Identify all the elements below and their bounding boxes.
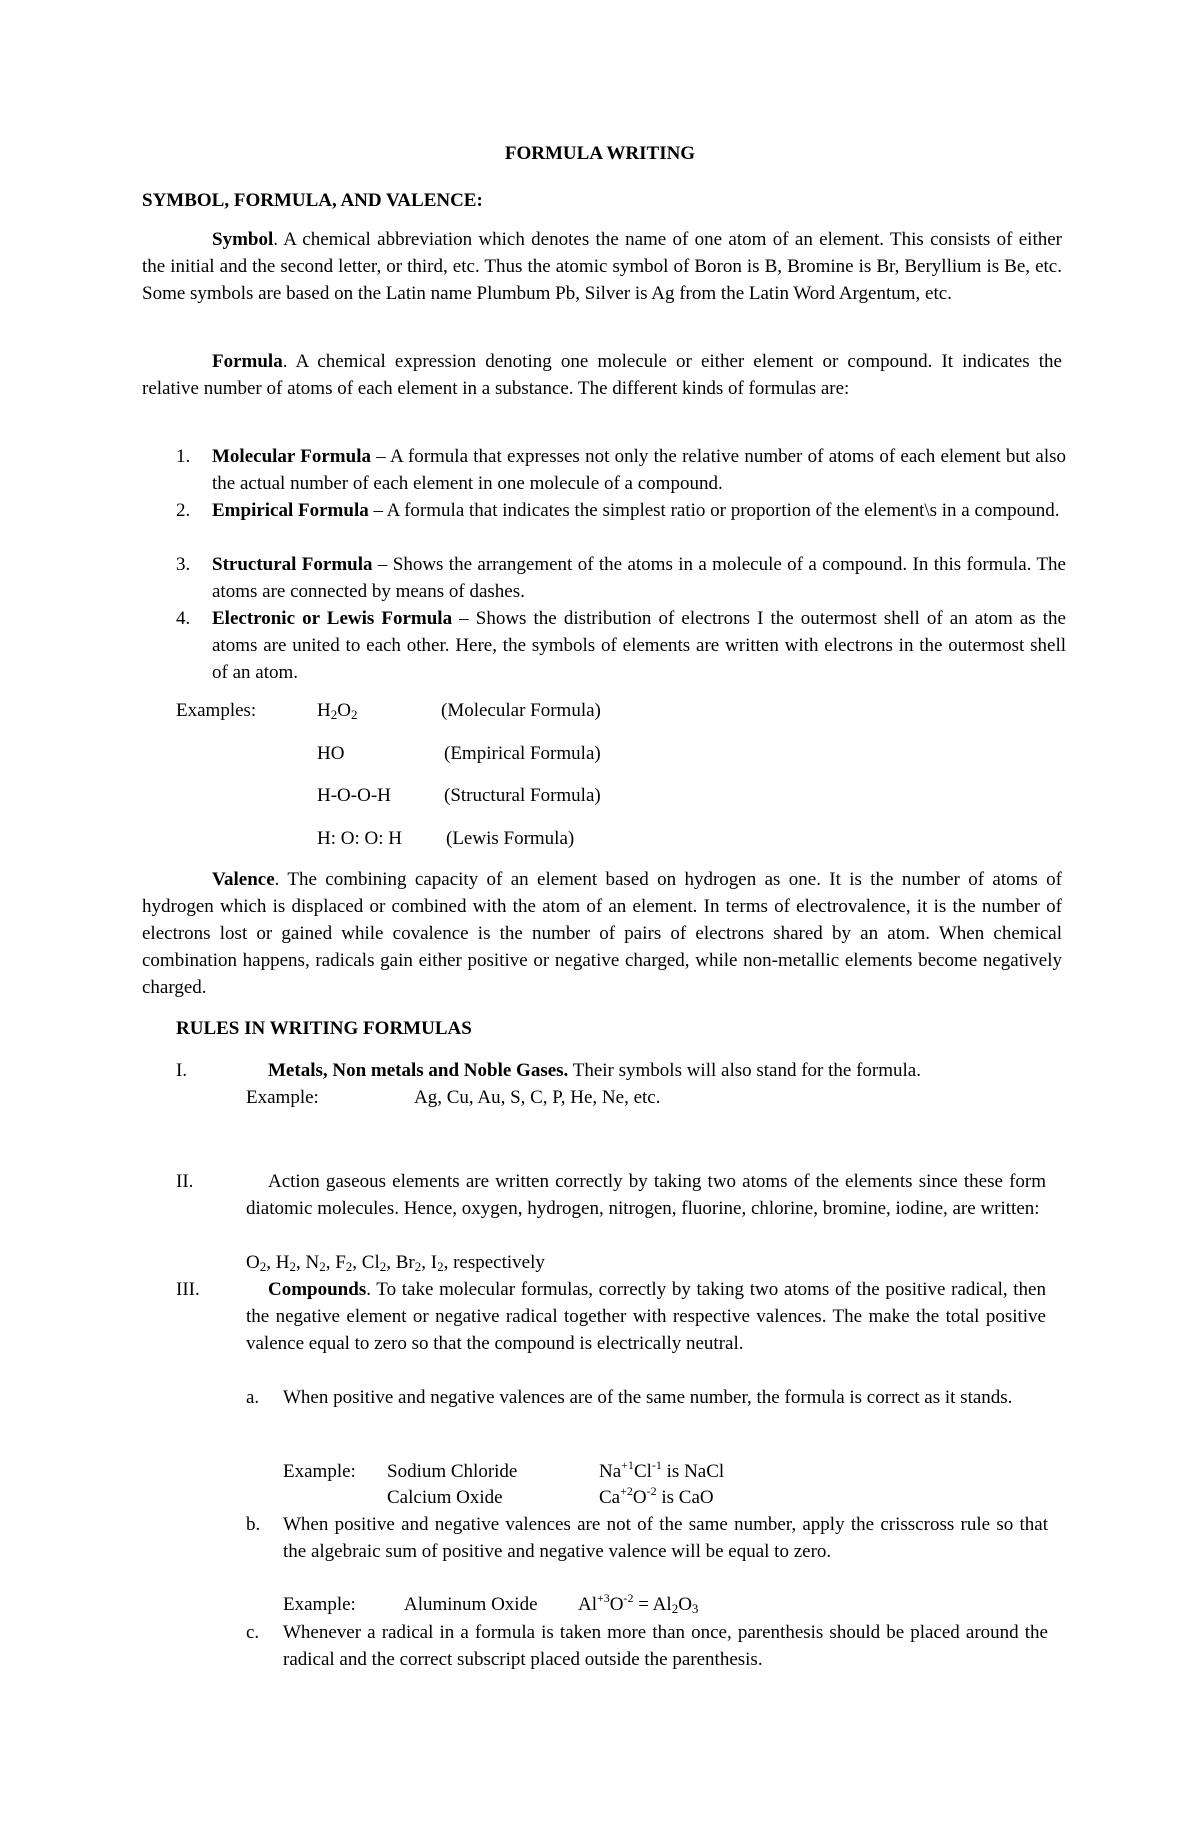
list-item <box>176 443 1066 497</box>
valence-term: Valence <box>212 869 275 890</box>
sub-b-example-label: Example: <box>283 1594 356 1615</box>
rule-3-term: Compounds <box>268 1279 367 1300</box>
list-item-text: – A formula that expresses not only the relative number of atoms of each element but also the actual number of each element in one molecule of a compound. <box>212 446 1066 494</box>
list-item-body <box>212 443 1066 497</box>
sub-b-letter: b. <box>246 1514 261 1535</box>
list-item-term: Molecular Formula <box>212 446 371 467</box>
rule-3-text: Compounds. To take molecular formulas, correctly by taking two atoms of the positive radical, then the negative element or negative radical together with respective valences. The make the total positive valence equal to zero so that the compound is electrically neutral. <box>246 1279 1046 1354</box>
list-item <box>176 497 1066 524</box>
example-formula-lewis: H: O: O: H <box>317 828 402 849</box>
list-item <box>176 605 1066 686</box>
page-title: FORMULA WRITING <box>504 143 696 164</box>
example-label-structural: (Structural Formula) <box>444 785 601 806</box>
rule-1-term: Metals, Non metals and Noble Gases. <box>268 1060 569 1081</box>
sub-a-example-formula-1: $Na^{+1}Cl^{-1}$ is NaCl <box>599 1458 725 1482</box>
symbol-term: Symbol <box>212 229 274 250</box>
formula-text: . A chemical expression denoting one molecule or either element or compound. It indicates the relative number of atoms of each element in a substance. The different kinds of formulas are: <box>142 351 1062 399</box>
list-item-text: – Shows the arrangement of the atoms in a molecule of a compound. In this formula. The atoms are connected by means of dashes. <box>212 554 1066 602</box>
rule-1-text: Metals, Non metals and Noble Gases. Their symbols will also stand for the formula. <box>268 1060 921 1081</box>
rule-2-formulas: $O_2$, $H_2$, $N_2$, $F_2$, $Cl_2$, $Br_2$, $I_2$, respectively <box>246 1252 545 1274</box>
rule-1-example-label: Example: <box>246 1087 319 1108</box>
rule-1-number: I. <box>176 1060 188 1081</box>
rule-3-number: III. <box>176 1279 200 1300</box>
example-label-molecular: (Molecular Formula) <box>441 700 601 721</box>
sub-a-text: When positive and negative valences are of the same number, the formula is correct as it stands. <box>283 1387 1013 1408</box>
formula-paragraph <box>142 348 1062 402</box>
list-item-body <box>212 497 1066 524</box>
sub-a-letter: a. <box>246 1387 260 1408</box>
list-item-body <box>212 551 1066 605</box>
section-heading-rules: RULES IN WRITING FORMULAS <box>176 1018 472 1039</box>
sub-b-example-name: Aluminum Oxide <box>404 1594 538 1615</box>
list-item-number: 4. <box>176 608 191 629</box>
valence-paragraph <box>142 866 1062 1001</box>
symbol-text: . A chemical abbreviation which denotes the name of one atom of an element. This consists of either the initial and the second letter, or third, etc. Thus the atomic symbol of Boron is B, Bromine is Br, Beryllium is Be, etc. Some symbols are based on the Latin name Plumbum Pb, Silver is Ag from the Latin Word Argentum, etc. <box>142 229 1062 304</box>
list-item-text: – Shows the distribution of electrons I the outermost shell of an atom as the atoms are united to each other. Here, the symbols of elements are written with electrons in the outermost shell of an atom. <box>212 608 1066 683</box>
rule-1-example-value: Ag, Cu, Au, S, C, P, He, Ne, etc. <box>414 1087 661 1108</box>
sub-a-example-name-1: Sodium Chloride <box>387 1461 518 1482</box>
sub-b-text: When positive and negative valences are not of the same number, apply the crisscross rule so that the algebraic sum of positive and negative valence will be equal to zero. <box>283 1514 1048 1562</box>
list-item-body <box>212 605 1066 686</box>
examples-label: Examples: <box>176 700 257 721</box>
symbol-paragraph <box>142 226 1062 307</box>
sub-c-letter: c. <box>246 1622 260 1643</box>
rule-2-number: II. <box>176 1171 194 1192</box>
example-label-lewis: (Lewis Formula) <box>446 828 575 849</box>
formula-term: Formula <box>212 351 283 372</box>
list-item-text: – A formula that indicates the simplest ratio or proportion of the element\s in a compound. <box>368 500 1060 521</box>
sub-a-example-label: Example: <box>283 1461 356 1482</box>
list-item-term: Empirical Formula <box>212 500 369 521</box>
section-heading-symbol-formula-valence: SYMBOL, FORMULA, AND VALENCE: <box>142 190 483 211</box>
rule-2-text: Action gaseous elements are written correctly by taking two atoms of the elements since these form diatomic molecules. Hence, oxygen, hydrogen, nitrogen, fluorine, chlorine, bromine, iodine, are written: <box>246 1171 1046 1219</box>
list-item <box>176 551 1066 605</box>
list-item-number: 3. <box>176 554 191 575</box>
valence-text: . The combining capacity of an element based on hydrogen as one. It is the number of atoms of hydrogen which is displaced or combined with the atom of an element. In terms of electrovalence, it is the number of electrons lost or gained while covalence is the number of pairs of electrons shared by an atom. When chemical combination happens, radicals gain either positive or negative charged, while non-metallic elements become negatively charged. <box>142 869 1062 998</box>
sub-a-example-formula-2: $Ca^{+2}O^{-2}$ is CaO <box>599 1484 714 1508</box>
sub-a-example-name-2: Calcium Oxide <box>387 1487 503 1508</box>
sub-c-text: Whenever a radical in a formula is taken more than once, parenthesis should be placed around the radical and the correct subscript placed outside the parenthesis. <box>283 1622 1048 1670</box>
example-formula-empirical: HO <box>317 743 345 764</box>
list-item-number: 2. <box>176 500 191 521</box>
list-item-term: Structural Formula <box>212 554 373 575</box>
example-label-empirical: (Empirical Formula) <box>444 743 601 764</box>
list-item-number: 1. <box>176 446 191 467</box>
example-formula-molecular: $H_2O_2$ <box>317 700 358 722</box>
example-formula-structural: H-O-O-H <box>317 785 391 806</box>
sub-b-example-formula: $Al^{+3}O^{-2} = Al_2O_3$ <box>578 1591 699 1616</box>
list-item-term: Electronic or Lewis Formula <box>212 608 453 629</box>
